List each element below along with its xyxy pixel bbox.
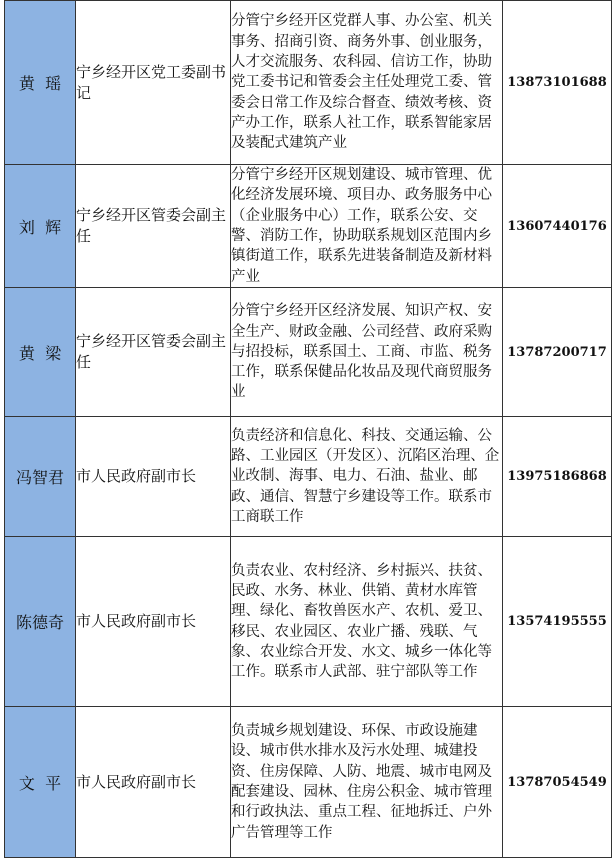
phone-cell: 13607440176 — [503, 165, 612, 288]
name-cell: 刘 辉 — [5, 165, 76, 288]
duties-cell: 分管宁乡经开区规划建设、城市管理、优化经济发展环境、项目办、政务服务中心（企业服务中心）工作，联系公安、交警、消防工作，协助联系规划区范围内乡镇街道工作，联系先进装备制造及新材料产业 — [231, 165, 503, 288]
table-row — [5, 537, 612, 707]
title-cell: 市人民政府副市长 — [76, 537, 231, 707]
title-cell: 市人民政府副市长 — [76, 417, 231, 537]
name-cell: 黄 梁 — [5, 288, 76, 417]
name-cell: 陈德奇 — [5, 537, 76, 707]
table-row — [5, 417, 612, 537]
duties-cell: 负责农业、农村经济、乡村振兴、扶贫、民政、水务、林业、供销、黄材水库管理、绿化、畜牧兽医水产、农机、爱卫、移民、农业园区、农业广播、残联、气象、农业综合开发、水文、城乡一体化等工作。联系市人武部、驻宁部队等工作 — [231, 537, 503, 707]
name-cell: 文 平 — [5, 707, 76, 858]
duties-cell: 分管宁乡经开区党群人事、办公室、机关事务、招商引资、商务外事、创业服务，人才交流服务、农科园、信访工作，协助党工委书记和管委会主任处理党工委、管委会日常工作及综合督查、绩效考核、资产办工作，联系人社工作，联系智能家居及装配式建筑产业 — [231, 1, 503, 165]
name-cell: 冯智君 — [5, 417, 76, 537]
table-row — [5, 1, 612, 165]
title-cell: 市人民政府副市长 — [76, 707, 231, 858]
leaders-table — [4, 0, 612, 858]
table-row — [5, 165, 612, 288]
title-cell: 宁乡经开区党工委副书记 — [76, 1, 231, 165]
duties-cell: 负责经济和信息化、科技、交通运输、公路、工业园区（开发区）、沉陷区治理、企业改制、海事、电力、石油、盐业、邮政、通信、智慧宁乡建设等工作。联系市工商联工作 — [231, 417, 503, 537]
table-row — [5, 288, 612, 417]
phone-cell: 13975186868 — [503, 417, 612, 537]
title-cell: 宁乡经开区管委会副主任 — [76, 288, 231, 417]
phone-cell: 13574195555 — [503, 537, 612, 707]
duties-cell: 分管宁乡经开区经济发展、知识产权、安全生产、财政金融、公司经营、政府采购与招投标，联系国土、工商、市监、税务工作，联系保健品化妆品及现代商贸服务业 — [231, 288, 503, 417]
table-row — [5, 707, 612, 858]
phone-cell: 13787054549 — [503, 707, 612, 858]
name-cell: 黄 瑶 — [5, 1, 76, 165]
duties-cell: 负责城乡规划建设、环保、市政设施建设、城市供水排水及污水处理、城建投资、住房保障、人防、地震、城市电网及配套建设、园林、住房公积金、城市管理和行政执法、重点工程、征地拆迁、户外广告管理等工作 — [231, 707, 503, 858]
phone-cell: 13787200717 — [503, 288, 612, 417]
phone-cell: 13873101688 — [503, 1, 612, 165]
title-cell: 宁乡经开区管委会副主任 — [76, 165, 231, 288]
